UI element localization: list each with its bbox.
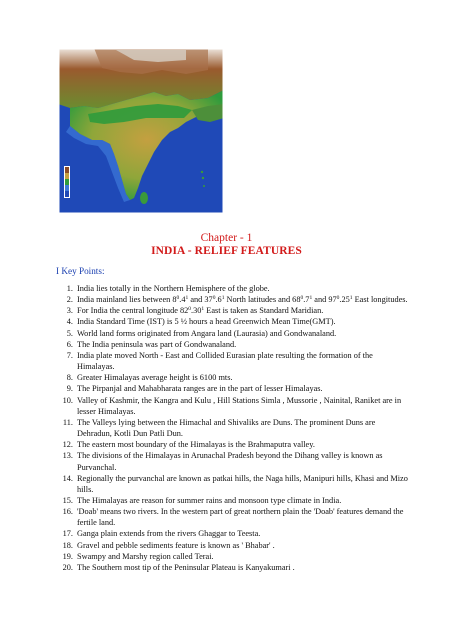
item-text: India plate moved North - East and Collided Eurasian plate resulting the formation of the Himalayas. <box>77 350 373 372</box>
list-item <box>56 294 411 305</box>
item-text: Greater Himalayas average height is 6100 mts. <box>77 373 233 383</box>
key-points-colon: : <box>101 266 105 276</box>
item-number: 5. <box>66 328 73 338</box>
item-text: The Pirpanjal and Mahabharata ranges are in the part of lesser Himalayas. <box>77 384 323 394</box>
list-item <box>56 528 411 539</box>
item-number: 2. <box>66 295 73 305</box>
list-item <box>56 450 411 472</box>
list-item <box>56 316 411 327</box>
item-number: 10. <box>62 395 73 405</box>
list-item <box>56 473 411 495</box>
list-item <box>56 395 411 417</box>
item-number: 6. <box>66 339 73 349</box>
item-text: India Standard Time (IST) is 5 ½ hours a head Greenwich Mean Time(GMT). <box>77 317 336 327</box>
item-text: Valley of Kashmir, the Kangra and Kulu , Hill Stations Simla , Mussorie , Nainital, Raniket are in lesser Himalayas. <box>77 395 402 416</box>
item-number: 18. <box>62 540 73 550</box>
item-text: The Southern most tip of the Peninsular Plateau is Kanyakumari . <box>77 562 295 572</box>
list-item <box>56 372 411 383</box>
item-number: 14. <box>62 473 73 483</box>
item-number: 15. <box>62 495 73 505</box>
list-item <box>56 339 411 350</box>
item-text: Swampy and Marshy region called Terai. <box>77 551 214 561</box>
item-number: 3. <box>66 306 73 316</box>
list-item <box>56 495 411 506</box>
item-text: India mainland lies between $8^0.4^1$ and $37^0.6^1$ North latitudes and $68^0.7^1$ and $97^0.25^1$ East longitudes. <box>77 295 408 305</box>
list-item <box>56 540 411 551</box>
list-item <box>56 350 411 372</box>
item-text: The divisions of the Himalayas in Arunachal Pradesh beyond the Dihang valley is known as Purvanchal. <box>77 451 383 472</box>
key-points-label: I Key Points <box>56 266 102 276</box>
item-number: 17. <box>62 529 73 539</box>
item-number: 12. <box>62 440 73 450</box>
item-number: 1. <box>66 284 73 293</box>
chapter-number: Chapter - 1 <box>200 232 253 244</box>
item-number: 11. <box>62 417 73 427</box>
item-text: The Himalayas are reason for summer rains and monsoon type climate in India. <box>77 495 342 505</box>
key-points-list <box>56 283 411 573</box>
list-item <box>56 328 411 339</box>
list-item <box>56 383 411 394</box>
item-text: Regionally the purvanchal are known as patkai hills, the Naga hills, Manipuri hills, Khasi and Mizo hills. <box>77 473 408 494</box>
item-number: 4. <box>66 317 73 327</box>
list-item <box>56 283 411 294</box>
item-text: The eastern most boundary of the Himalayas is the Brahmaputra valley. <box>77 440 315 450</box>
list-item <box>56 551 411 562</box>
relief-map-graphic <box>58 48 224 214</box>
item-text: Ganga plain extends from the rivers Ghaggar to Teesta. <box>77 529 261 539</box>
item-text: World land forms originated from Angara land (Laurasia) and Gondwanaland. <box>77 328 337 338</box>
item-number: 20. <box>62 562 73 572</box>
list-item <box>56 506 411 528</box>
item-number: 7. <box>66 350 73 360</box>
item-text: For India the central longitude $82^0.30^1$ East is taken as Standard Maridian. <box>77 306 324 316</box>
india-relief-map <box>58 48 224 214</box>
item-text: The Valleys lying between the Himachal and Shivaliks are Duns. The prominent Duns are Dehradun, Kotli Dun Patli Dun. <box>77 417 376 439</box>
item-text: Gravel and pebble sediments feature is known as ' Bhabar' . <box>77 540 275 550</box>
key-points-heading <box>56 266 105 276</box>
item-number: 19. <box>62 551 73 561</box>
list-item <box>56 562 411 573</box>
list-item <box>56 417 411 439</box>
item-text: India lies totally in the Northern Hemisphere of the globe. <box>77 284 270 293</box>
list-item <box>56 305 411 316</box>
item-text: 'Doab' means two rivers. In the western part of great northern plain the 'Doab' features demand the fertile land. <box>77 507 404 528</box>
list-item <box>56 439 411 450</box>
item-number: 8. <box>66 373 73 383</box>
item-number: 9. <box>66 384 73 394</box>
item-number: 16. <box>62 507 73 517</box>
item-text: The India peninsula was part of Gondwanaland. <box>77 339 237 349</box>
chapter-title: INDIA - RELIEF FEATURES <box>151 245 302 257</box>
item-number: 13. <box>62 451 73 461</box>
